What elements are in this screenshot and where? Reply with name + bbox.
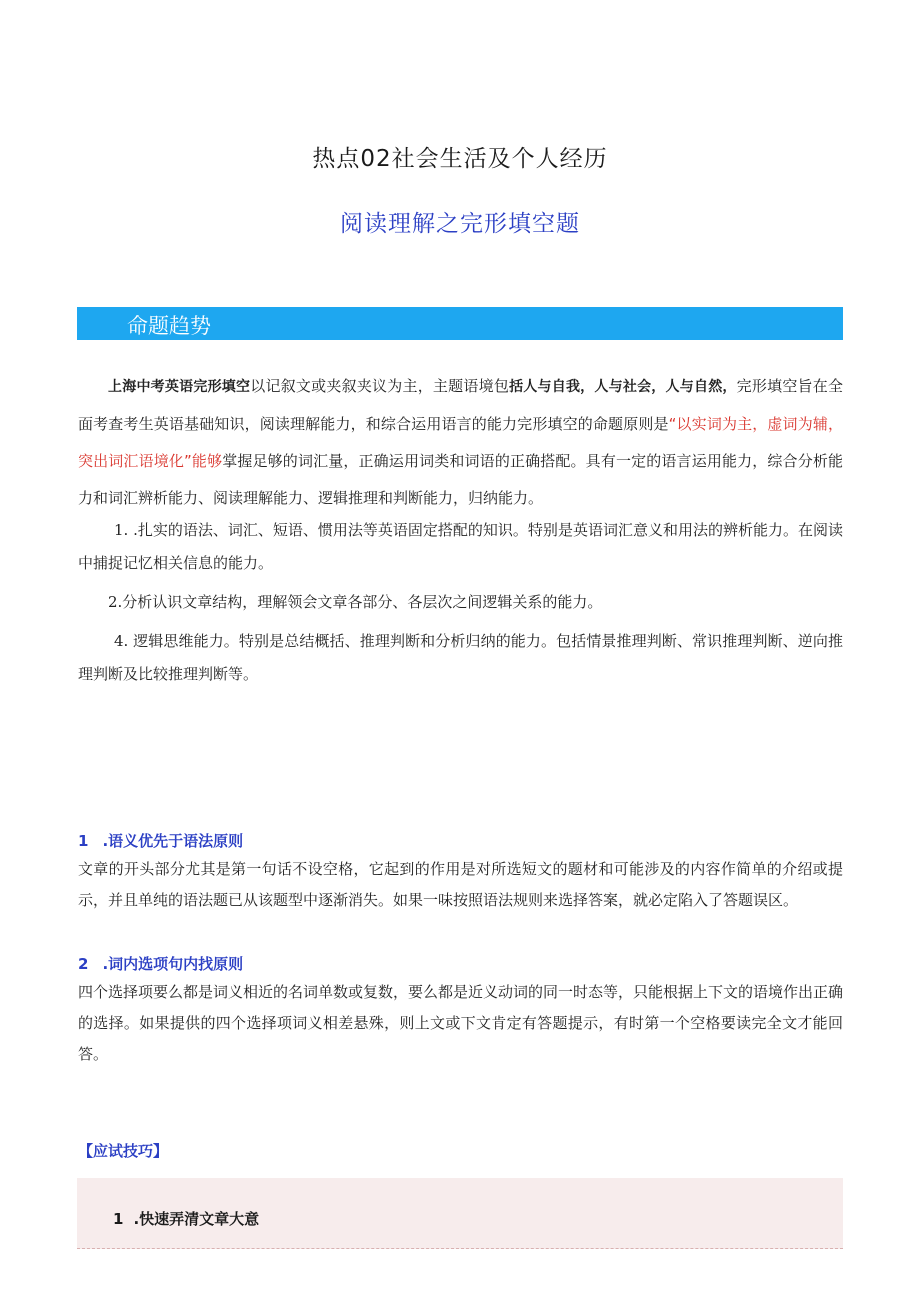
tips-label: 【应试技巧】 (78, 1142, 169, 1160)
section-header-label: 命题趋势 (127, 314, 211, 338)
principle-heading-1 (78, 830, 243, 851)
intro-paragraph (78, 368, 843, 517)
ability-item-2: 2.分析认识文章结构，理解领会文章各部分、各层次之间逻辑关系的能力。 (108, 593, 603, 611)
page-title: 热点02社会生活及个人经历 (312, 146, 608, 172)
ability-item-4: 4. 逻辑思维能力。特别是总结概括、推理判断和分析归纳的能力。包括情景推理判断、常识推理判断、逆向推理判断及比较推理判断等。 (78, 632, 843, 683)
intro-text-1: 以记叙文或夹叙夹议为主，主题语境包 (250, 377, 510, 395)
intro-text-2: 完形填空旨在全面考查考生英语基础知识，阅读理解能力，和综合运用语言的能力完形填空的命题原则是 (78, 377, 844, 433)
principle-title: .词内选项句内找原则 (102, 955, 244, 973)
page-subtitle: 阅读理解之完形填空题 (340, 211, 580, 237)
ability-item-1: 1. .扎实的语法、词汇、短语、惯用法等英语固定搭配的知识。特别是英语词汇意义和用法的辨析能力。在阅读中捕捉记忆相关信息的能力。 (78, 521, 843, 572)
tip-title: .快速弄清文章大意 (133, 1210, 260, 1228)
intro-themes: 括人与自我，人与社会，人与自然， (509, 379, 737, 395)
section-header-bar (77, 307, 843, 340)
tip-number: 1 (113, 1210, 124, 1228)
tip-item (113, 1208, 259, 1229)
principle-body-2: 四个选择项要么都是词义相近的名词单数或复数，要么都是近义动词的同一时态等，只能根据上下文的语境作出正确的选择。如果提供的四个选择项词义相差悬殊，则上文或下文肯定有答题提示，有时第一个空格要读完全文才能回答。 (78, 983, 844, 1063)
tip-box (77, 1178, 843, 1249)
principle-title: .语义优先于语法原则 (102, 832, 244, 850)
principle-number: 1 (78, 832, 89, 850)
principle-number: 2 (78, 955, 89, 973)
intro-text-3: 掌握足够的词汇量，正确运用词类和词语的正确搭配。具有一定的语言运用能力，综合分析能力和词汇辨析能力、阅读理解能力、逻辑推理和判断能力，归纳能力。 (78, 452, 843, 507)
principle-heading-2 (78, 953, 243, 974)
intro-lead: 上海中考英语完形填空 (108, 379, 251, 395)
principle-body-1: 文章的开头部分尤其是第一句话不设空格，它起到的作用是对所选短文的题材和可能涉及的内容作简单的介绍或提示，并且单纯的语法题已从该题型中逐渐消失。如果一味按照语法规则来选择答案，就必定陷入了答题误区。 (78, 860, 843, 909)
intro-quote: “以实词为主，虚词为辅，突出词汇语境化”能够 (78, 415, 843, 470)
